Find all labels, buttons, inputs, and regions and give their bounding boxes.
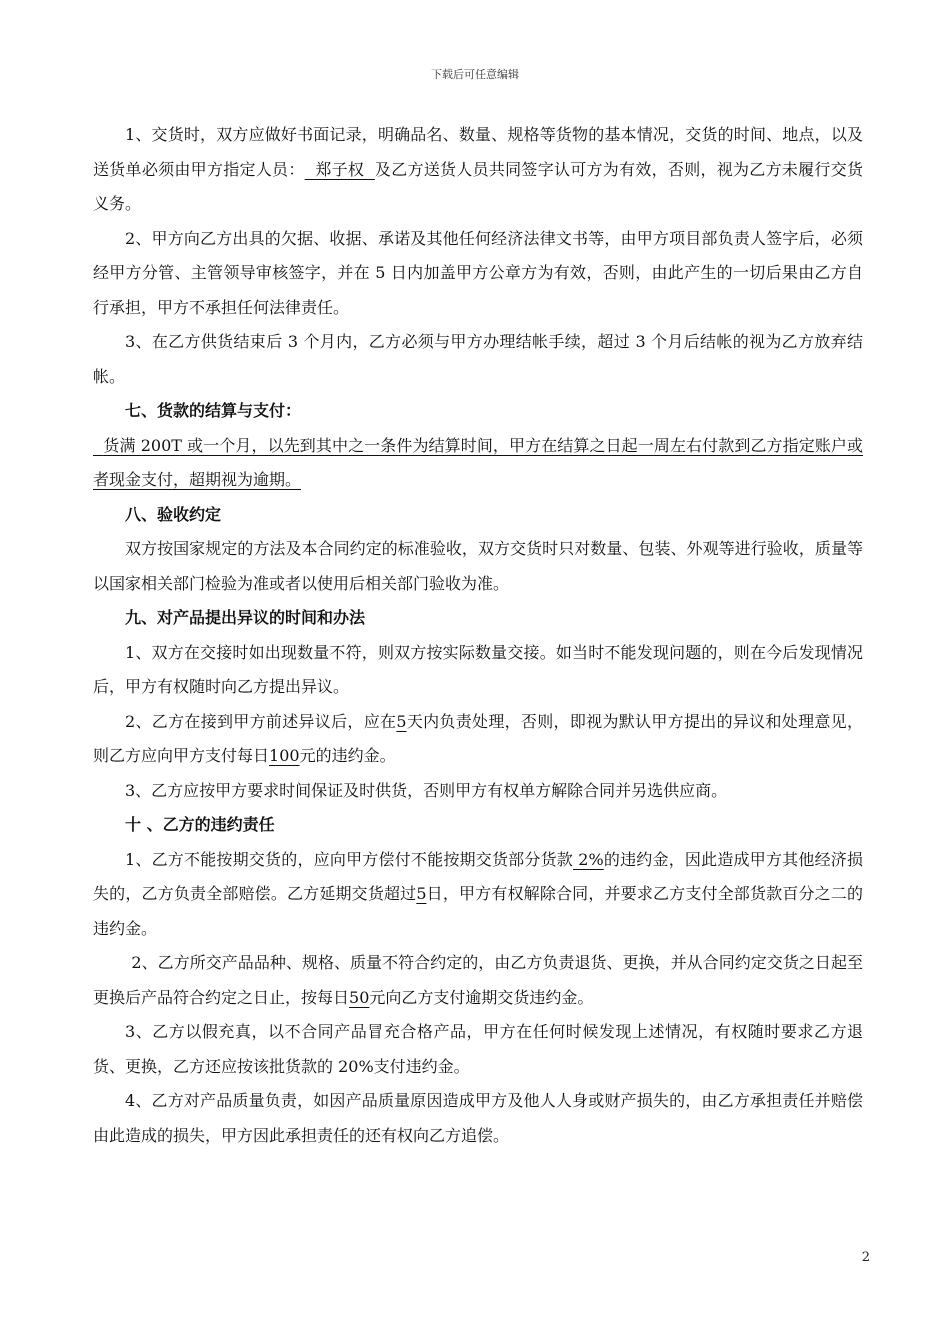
- daily-penalty-amount: 100: [269, 746, 300, 765]
- paragraph-payment: [93, 429, 863, 498]
- section-heading-10: 十 、乙方的违约责任: [125, 815, 275, 834]
- text-segment: 1、乙方不能按期交货的，应向甲方偿付不能按期交货部分货款: [125, 849, 573, 869]
- paragraph-acceptance: 双方按国家规定的方法及本合同约定的标准验收，双方交货时只对数量、包装、外观等进行验收，质量等以国家相关部门检验为准或者以使用后相关部门验收为准。: [93, 539, 863, 593]
- paragraph-objection-3: 3、乙方应按甲方要求时间保证及时供货，否则甲方有权单方解除合同并另选供应商。: [125, 780, 728, 800]
- paragraph-objection-1: 1、双方在交接时如出现数量不符，则双方按实际数量交接。如当时不能发现问题的，则在今后发现情况后，甲方有权随时向乙方提出异议。: [93, 642, 863, 696]
- paragraph-liability-3: 3、乙方以假充真，以不合同产品冒充合格产品，甲方在任何时候发现上述情况，有权随时要求乙方退货、更换，乙方还应按该批货款的 20%支付违约金。: [93, 1022, 863, 1076]
- handling-days: 5: [396, 711, 407, 731]
- paragraph-liability-2: [93, 946, 863, 1015]
- text-segment: 及乙方送货人员共同签字认可方为有效，否则，视为乙方未履行交货义务。: [93, 159, 863, 213]
- section-heading-8: 八、验收约定: [125, 504, 222, 524]
- delay-days: 5: [416, 884, 427, 903]
- text-segment: 的违约金，因此造成甲方其他经济损失的，乙方负责全部赔偿。乙方延期交货超过: [93, 849, 864, 903]
- section-heading-7: 七、货款的结算与支付：: [125, 401, 302, 420]
- page-number: 2: [861, 1250, 870, 1265]
- paragraph-delivery-record: [93, 118, 863, 222]
- document-body: [93, 118, 863, 1153]
- section-heading-9: 九、对产品提出异议的时间和办法: [125, 608, 366, 627]
- text-segment: 元向乙方支付逾期交货违约金。: [369, 987, 594, 1007]
- text-segment: 2、乙方所交产品品种、规格、质量不符合约定的，由乙方负责退货、更换，并从合同约定交货之日起至更换后产品符合约定之日止，按每日: [93, 953, 863, 1007]
- paragraph-liability-1: [93, 843, 863, 947]
- overdue-penalty-amount: 50: [349, 987, 370, 1007]
- paragraph-documents: 2、甲方向乙方出具的欠据、收据、承诺及其他任何经济法律文书等，由甲方项目部负责人签字后，必须经甲方分管、主管领导审核签字，并在 5 日内加盖甲方公章方为有效，否则，由此产生的一切后果由乙方自行承担，甲方不承担任何法律责任。: [93, 228, 863, 317]
- text-segment: 天内负责处理，否则，即视为默认甲方提出的异议和处理意见，则乙方应向甲方支付每日: [93, 711, 863, 765]
- penalty-percent: 2%: [573, 849, 604, 869]
- text-segment: 日，甲方有权解除合同，并要求乙方支付全部货款百分之二的违约金。: [93, 884, 863, 938]
- paragraph-objection-2: [93, 705, 863, 774]
- page-header: 下载后可任意编辑: [431, 68, 519, 81]
- text-segment: 1、交货时，双方应做好书面记录，明确品名、数量、规格等货物的基本情况，交货的时间、地点，以及送货单必须由甲方指定人员：: [93, 125, 863, 179]
- text-segment: 元的违约金。: [299, 746, 396, 765]
- text-segment: 2、乙方在接到甲方前述异议后，应在: [125, 711, 397, 731]
- paragraph-liability-4: 4、乙方对产品质量负责，如因产品质量原因造成甲方及他人人身或财产损失的，由乙方承担责任并赔偿由此造成的损失，甲方因此承担责任的还有权向乙方追偿。: [93, 1091, 863, 1145]
- payment-terms-underlined: 货满 200T 或一个月，以先到其中之一条件为结算时间，甲方在结算之日起一周左右付款到乙方指定账户或者现金支付，超期视为逾期。: [93, 435, 864, 489]
- paragraph-settlement-deadline: 3、在乙方供货结束后 3 个月内，乙方必须与甲方办理结帐手续，超过 3 个月后结帐的视为乙方放弃结帐。: [93, 332, 863, 386]
- designated-person-name: 郑子权: [304, 159, 375, 179]
